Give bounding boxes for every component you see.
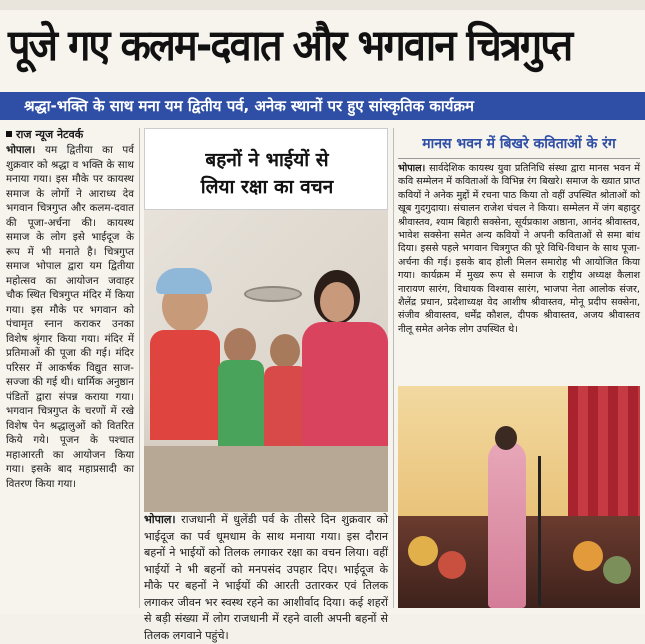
story2-headline bbox=[145, 147, 389, 201]
photo-stage-banner bbox=[398, 386, 568, 516]
story3-body: सार्वदेशिक कायस्थ युवा प्रतिनिधि संस्था द्वारा मानस भवन में कवि सम्मेलन में कविताओं के विभिन्न रंग बिखरे। समाज के ख्यात प्राप्त कवियों ने अनेक मुद्दों में रचना पाठ किया तो वहीं उपस्थित श्रोताओं को खूब गुदगुदाया। संचालन राजेश चंचल ने किया। सम्मेलन में जंग बहादुर श्रीवास्तव, श्याम बिहारी सक्सेना, सूर्यप्रकाश अष्ठाना, आनंद श्रीवास्तव, भावेश सक्सेना समेत अन्य कवियों ने अपनी कविताओं से समा बांध दिया। इससे पहले भगवान चित्रगुप्त की पूरे विधि-विधान के साथ पूजा-अर्चना की गई। इसके बाद होली मिलन समारोह भी आयोजित किया गया। कार्यक्रम में मुख्य रूप से समाज के राष्ट्रीय अध्यक्ष कैलाश नारायण सारंग, विधायक विश्वास सारंग, भाजपा नेता आलोक संजर, शैलेंद्र प्रधान, प्रदेशाध्यक्ष वेद आशीष श्रीवास्तव, मोनू प्रदीप सक्सेना, संजीव श्रीवास्तव, धर्मेंद्र कौशल, दीपक श्रीवास्तव, अजय श्रीवास्तव नीलू समेत अनेक लोग उपस्थित थे। bbox=[398, 163, 640, 335]
story2-text bbox=[144, 512, 388, 644]
story2-headline-box bbox=[144, 128, 388, 210]
main-headline: पूजे गए कलम-दवात और भगवान चित्रगुप्त bbox=[8, 21, 572, 71]
story1-column bbox=[6, 128, 134, 491]
story2-title-line2: लिया रक्षा का वचन bbox=[200, 176, 334, 198]
photo-child2-head bbox=[270, 334, 300, 368]
story2-body: राजधानी में धुलेंडी पर्व के तीसरे दिन शुक्रवार को भाईदूज का पर्व धूमधाम के साथ मनाया गया। इस दौरान बहनों ने भाईयों को तिलक लगाकर रक्षा का वचन लिया। वहीं भाईयों ने भी बहनों को मनपसंद उपहार दिए। भाईदूज के मौके पर बहनों ने भाईयों की आरती उतारकर एवं तिलक लगाकर जीवन भर स्वस्थ रहने का आशीर्वाद दिया। कई शहरों से बड़ी संख्या में लोग राजधानी में रहने वाली अपनी बहनों से तिलक लगवाने पहुंचे। bbox=[144, 513, 388, 642]
story3-dateline: भोपाल। bbox=[398, 163, 426, 174]
story1-body: यम द्वितीया का पर्व शुक्रवार को श्रद्धा व भक्ति के साथ मनाया गया। इस मौके पर कायस्थ समाज के लोगों ने आराध्य देव भगवान चित्रगुप्त और कलम-दवात की पूजा-अर्चना की। कायस्थ समाज के लोग इसे भाईदूज के रूप में भी मनाते है। चित्रगुप्त समाज भोपाल द्वारा यम द्वितीया महोत्सव का आयोजन जवाहर चौक स्थित चित्रगुप्त मंदिर में किया गया। इस मौके पर भगवान को पंचामृत स्नान कराकर उनका विशेष श्रृंगार किया गया। मंदिर में प्रतिमाओं की पूजा की गई। मंदिर परिसर में आकर्षक विद्युत साज-सज्जा की गई थी। धार्मिक अनुष्ठान पंडितों द्वारा संपन्न कराया गया। भगवान चित्रगुप्त के चरणों में रखे विशेष पेन श्रद्धालुओं को वितरित किये गये। पूजन के पश्चात महाआरती का आयोजन किया गया। इसके बाद महाप्रसादी का वितरण किया गया। bbox=[6, 144, 134, 490]
photo-boy-cap bbox=[156, 268, 212, 294]
byline bbox=[6, 128, 134, 142]
photo-audience-3 bbox=[573, 541, 603, 571]
photo-child1-head bbox=[224, 328, 256, 364]
square-bullet-icon bbox=[6, 131, 12, 137]
photo-speaker-body bbox=[488, 441, 526, 608]
story1-dateline: भोपाल। bbox=[6, 144, 36, 156]
photo-audience-2 bbox=[438, 551, 466, 579]
story3-photo bbox=[398, 386, 640, 608]
photo-floor bbox=[144, 446, 388, 512]
story3-text bbox=[398, 162, 640, 336]
story2-dateline: भोपाल। bbox=[144, 513, 176, 526]
story3-rule bbox=[398, 158, 640, 159]
photo-woman-face bbox=[320, 282, 354, 322]
deck-text: श्रद्धा-भक्ति के साथ मना यम द्वितीय पर्व, अनेक स्थानों पर हुए सांस्कृतिक कार्यक्रम bbox=[24, 97, 474, 115]
photo-audience-4 bbox=[603, 556, 631, 584]
photo-boy-body bbox=[150, 330, 220, 440]
story2-photo bbox=[144, 210, 388, 512]
story3-headline: मानस भवन में बिखरे कविताओं के रंग bbox=[422, 136, 616, 152]
photo-speaker-head bbox=[495, 426, 517, 450]
byline-text: राज न्यूज नेटवर्क bbox=[16, 128, 84, 141]
photo-audience-1 bbox=[408, 536, 438, 566]
photo-aarti-plate bbox=[244, 286, 302, 302]
photo-child1-body bbox=[218, 360, 264, 446]
top-clipped-strip bbox=[0, 0, 645, 10]
photo-mic-stand bbox=[538, 456, 541, 606]
deck-bar bbox=[0, 92, 645, 120]
story2-title-line1: बहनों ने भाईयों से bbox=[205, 149, 329, 171]
column-divider bbox=[393, 128, 394, 608]
column-divider bbox=[139, 128, 140, 608]
